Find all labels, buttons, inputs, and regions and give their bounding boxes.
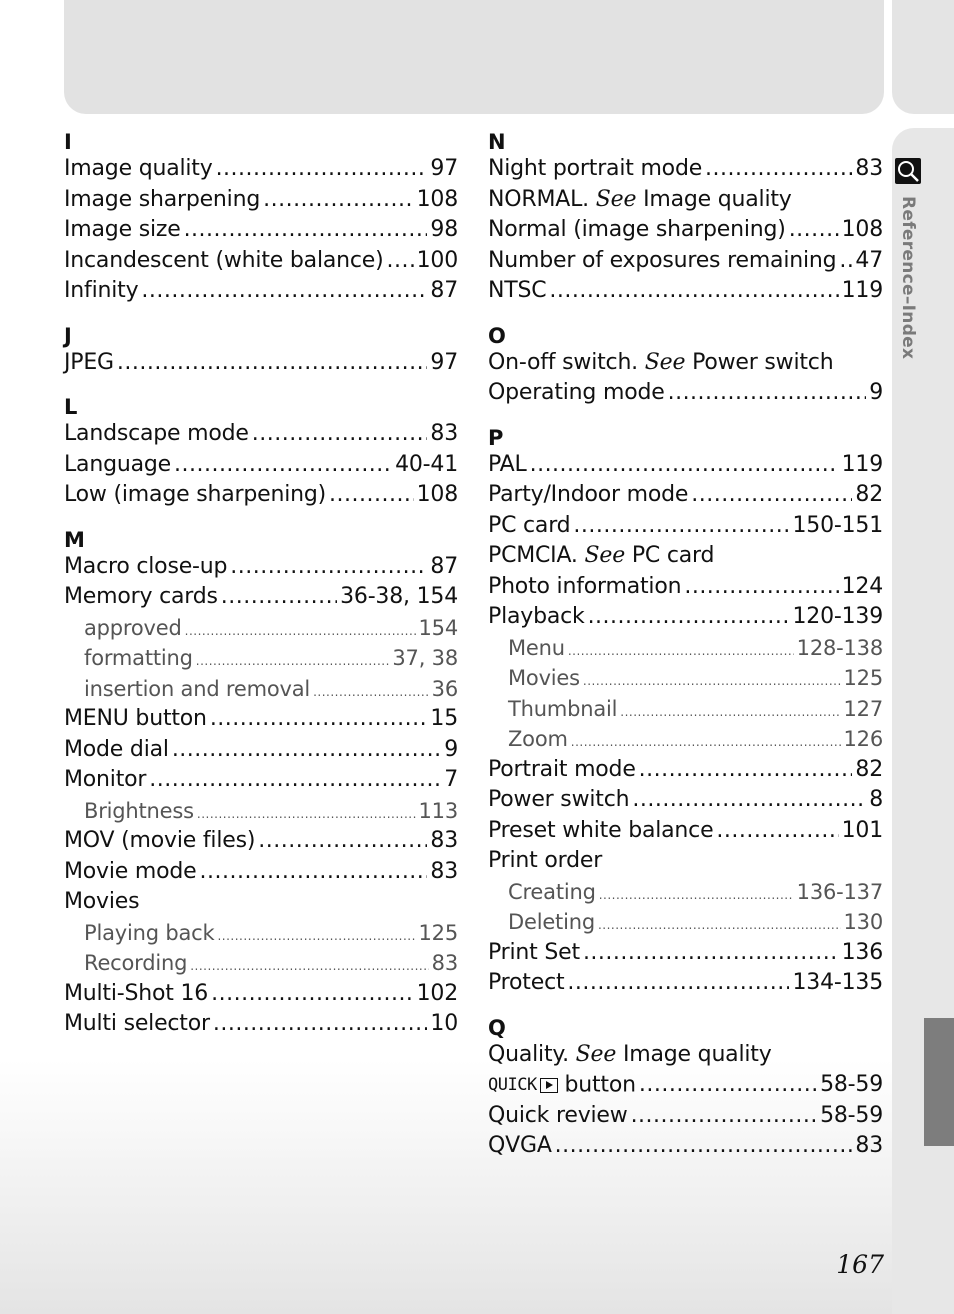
dot-leader [211,979,413,1010]
index-term: Print Set [488,939,580,965]
index-entry [64,735,458,766]
page-reference: 83 [431,951,458,975]
index-term: Creating [508,879,596,904]
dot-leader [190,951,428,982]
index-entry [488,450,883,481]
index-letter-heading: M [64,527,85,552]
index-term: formatting [84,646,193,670]
page-reference: 136-137 [796,879,883,904]
dot-leader [631,1101,818,1132]
index-term: JPEG [64,349,114,375]
page-reference: 126 [843,727,883,751]
index-entry [488,541,883,572]
index-entry [64,826,458,857]
index-entry [488,480,883,511]
index-letter-heading: J [64,323,72,348]
dot-leader [555,1131,853,1162]
index-term: Portrait mode [488,756,636,782]
index-letter-heading: Q [488,1015,506,1040]
dot-leader [230,552,427,583]
dot-leader [197,799,416,830]
index-term: Deleting [508,910,595,934]
dot-leader [216,154,428,185]
index-term: Preset white balance [488,817,714,843]
index-term: Low (image sharpening) [64,482,326,507]
page-reference: 83 [430,421,458,446]
section-gap [64,307,458,324]
section-gap [488,307,883,324]
index-entry [488,1040,883,1071]
index-term: MENU button [64,706,207,731]
dot-leader [839,246,852,277]
index-term: Movies [508,666,580,690]
page-reference: 15 [430,706,458,731]
dot-leader [217,921,415,952]
index-subentry [64,796,458,827]
index-term: Monitor [64,767,147,792]
index-term: MOV (movie files) [64,828,256,853]
index-term: QVGA [488,1133,552,1158]
page-reference: 124 [841,573,883,599]
dot-leader [668,378,867,409]
index-term: Movies [64,889,140,914]
page-reference: 127 [843,696,883,721]
index-term: Print order [488,848,603,873]
index-entry [488,938,883,969]
dot-leader [684,572,838,603]
page-reference: 58-59 [820,1072,883,1098]
page-reference: 125 [843,666,883,690]
see-target: PC card [631,543,715,568]
index-subentry [64,613,458,644]
index-entry [64,887,458,918]
index-term: PAL [488,451,527,477]
quick-playback-icon [488,1070,558,1101]
dot-leader [184,215,428,246]
index-letter-heading: N [488,130,506,154]
index-term: Menu [508,635,565,660]
index-entry [488,816,883,847]
index-entry [64,450,458,481]
page-reference: 128-138 [796,635,883,660]
dot-leader [258,826,427,857]
index-entry [488,154,883,185]
dot-leader [639,1070,817,1101]
index-entry [488,215,883,246]
index-term: Zoom [508,727,568,751]
index-subentry [64,674,458,705]
page-reference: 83 [430,858,458,884]
index-letter-heading: L [64,395,78,419]
index-subentry [488,724,883,755]
index-entry [488,185,883,216]
page-reference: 113 [418,798,458,823]
page-number: 167 [836,1250,884,1279]
index-subentry [64,643,458,674]
index-term: Normal (image sharpening) [488,217,786,242]
index-entry [488,785,883,816]
index-subentry [488,694,883,725]
index-term: Image sharpening [64,186,261,212]
index-entry [64,185,458,216]
dot-leader [632,785,866,816]
index-term: PCMCIA. [488,543,578,568]
index-entry [488,511,883,542]
dot-leader [567,968,789,999]
dot-leader [174,450,392,481]
index-term: Quick review [488,1102,628,1128]
index-entry [64,215,458,246]
index-subentry [64,918,458,949]
dot-leader [571,727,841,758]
page-reference: 7 [444,767,458,792]
index-subentry [488,907,883,938]
dot-leader [583,938,839,969]
index-letter-heading: I [64,130,72,154]
dot-leader [599,880,794,911]
play-icon [540,1078,558,1093]
dot-leader [705,154,852,185]
page-reference: 36 [431,676,458,701]
section-gap [64,511,458,528]
index-term: Multi selector [64,1011,210,1036]
index-letter-heading: O [488,323,506,348]
dot-leader [573,511,789,542]
index-term: Party/Indoor mode [488,482,689,507]
index-entry [488,378,883,409]
index-entry [488,276,883,307]
page-reference: 101 [841,817,883,843]
index-term: Operating mode [488,380,665,405]
see-reference: See [595,186,637,212]
index-term: Power switch [488,787,630,812]
page-reference: 83 [855,156,883,181]
index-term: Quality. [488,1041,569,1067]
index-term: button [564,1072,636,1098]
page-reference: 108 [416,482,458,507]
index-entry [64,552,458,583]
dot-leader [329,480,414,511]
index-column-right [488,130,883,1162]
index-term: Incandescent (white balance) [64,247,384,273]
index-subentry [488,663,883,694]
page-reference: 58-59 [820,1102,883,1128]
index-term: Brightness [84,798,194,823]
index-term: Memory cards [64,584,218,609]
magnifier-icon [895,158,921,184]
page-reference: 134-135 [792,970,883,995]
index-entry [64,348,458,379]
index-term: Mode dial [64,736,169,762]
index-entry [488,602,883,633]
index-entry [64,704,458,735]
dot-leader [716,816,838,847]
page-reference: 108 [416,186,458,212]
section-gap [488,409,883,426]
index-term: insertion and removal [84,676,311,701]
dot-leader [620,697,840,728]
dot-leader [549,276,838,307]
index-letter-heading: P [488,425,504,450]
index-term: NORMAL. [488,186,589,212]
page-reference: 8 [869,787,883,812]
see-reference: See [584,543,626,568]
dot-leader [149,765,441,796]
page-reference: 154 [418,615,458,640]
index-entry [64,419,458,450]
index-term: On-off switch. [488,349,638,375]
index-term: Playback [488,604,585,629]
see-target: Image quality [622,1041,772,1067]
dot-leader [252,419,428,450]
index-entry [488,1131,883,1162]
index-entry [488,572,883,603]
index-term: Protect [488,970,565,995]
index-term: Number of exposures remaining [488,247,837,273]
index-entry [64,582,458,613]
dot-leader [598,910,841,941]
see-reference: See [644,349,686,375]
dot-leader [221,582,337,613]
page-reference: 130 [843,910,883,934]
page-reference: 150-151 [792,512,883,538]
index-term: Night portrait mode [488,156,703,181]
section-gap [64,378,458,395]
dot-leader [200,857,428,888]
dot-leader [387,246,414,277]
dot-leader [263,185,414,216]
dot-leader [196,646,390,677]
page-reference: 119 [841,451,883,477]
page-reference: 47 [855,247,883,273]
page-reference: 10 [430,1011,458,1036]
index-term: Language [64,451,171,477]
index-term: Infinity [64,278,139,303]
page-reference: 82 [855,756,883,782]
index-entry [64,480,458,511]
page-reference: 82 [855,482,883,507]
index-term: Image quality [64,156,213,181]
page-reference: 108 [841,217,883,242]
side-tab-marker [924,1018,954,1146]
page-reference: 119 [841,278,883,303]
index-entry [488,1101,883,1132]
header-panel [64,0,884,114]
page-reference: 9 [444,736,458,762]
page-reference: 87 [430,553,458,579]
index-term: Photo information [488,573,682,599]
index-term: Landscape mode [64,421,249,446]
index-entry [64,1009,458,1040]
page-reference: 83 [430,828,458,853]
page-reference: 102 [416,980,458,1006]
index-entry [488,755,883,786]
dot-leader [530,450,839,481]
dot-leader [117,348,427,379]
dot-leader [588,602,790,633]
index-term: Playing back [84,920,215,945]
dot-leader [141,276,427,307]
index-entry [64,154,458,185]
side-tab-top [892,0,954,114]
dot-leader [583,666,841,697]
index-entry [488,846,883,877]
page-reference: 97 [430,349,458,375]
see-target: Image quality [643,186,792,212]
see-target: Power switch [692,349,834,375]
dot-leader [313,677,429,708]
page-reference: 97 [430,156,458,181]
index-entry [488,348,883,379]
index-entry [64,246,458,277]
page-reference: 100 [416,247,458,273]
page-reference: 136 [841,939,883,965]
index-term: PC card [488,512,571,538]
index-term: Thumbnail [508,696,618,721]
page-reference: 36-38, 154 [340,584,458,609]
index-term: Recording [84,951,188,975]
section-gap [488,999,883,1016]
index-column-left [64,130,458,1040]
dot-leader [568,636,794,667]
index-entry [488,1070,883,1101]
index-subentry [488,633,883,664]
dot-leader [639,755,853,786]
index-term: approved [84,615,182,640]
page-reference: 83 [855,1133,883,1158]
page-reference: 125 [418,920,458,945]
dot-leader [172,735,441,766]
index-subentry [64,948,458,979]
index-term: Multi-Shot 16 [64,980,209,1006]
dot-leader [210,704,428,735]
index-entry [64,276,458,307]
page-reference: 120-139 [792,604,883,629]
index-term: Movie mode [64,858,197,884]
page-reference: 37, 38 [392,646,458,670]
index-entry [488,968,883,999]
see-reference: See [575,1041,617,1067]
quick-label: QUICK [488,1075,537,1095]
page-reference: 40-41 [395,451,458,477]
side-tab-label: Reference–Index [898,196,918,360]
index-entry [64,979,458,1010]
index-subentry [488,877,883,908]
dot-leader [213,1009,428,1040]
page-reference: 9 [869,380,883,405]
index-term: Macro close-up [64,553,228,579]
index-term: NTSC [488,278,547,303]
index-entry [64,857,458,888]
page-reference: 98 [430,217,458,242]
dot-leader [691,480,852,511]
index-entry [64,765,458,796]
page-reference: 87 [430,278,458,303]
dot-leader [185,616,416,647]
index-entry [488,246,883,277]
dot-leader [789,215,839,246]
index-term: Image size [64,217,181,242]
